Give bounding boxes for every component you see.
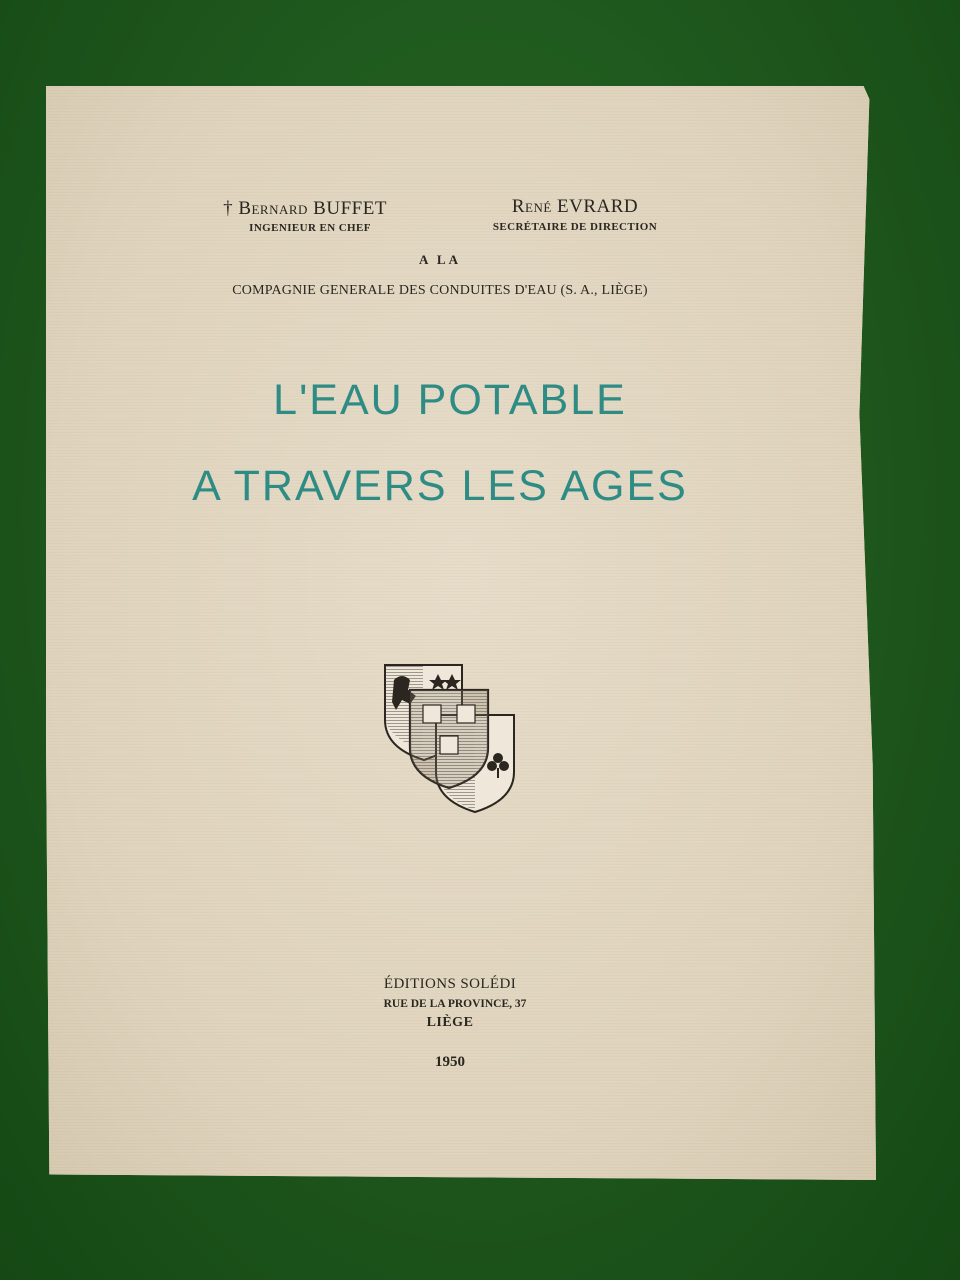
author-2-name: René EVRARD xyxy=(511,196,639,217)
publisher-address: RUE DE LA PROVINCE, 37 xyxy=(383,998,527,1010)
affiliation: COMPAGNIE GENERALE DES CONDUITES D'EAU (S. A., LIÈGE) xyxy=(232,283,648,298)
author-2-role: SECRÉTAIRE DE DIRECTION xyxy=(492,221,658,233)
publisher-city: LIÈGE xyxy=(426,1015,474,1030)
title-line-1: L'EAU POTABLE xyxy=(273,376,627,424)
publication-year: 1950 xyxy=(435,1054,465,1070)
affiliation-prefix: A LA xyxy=(419,252,461,267)
title-line-2: A TRAVERS LES AGES xyxy=(192,462,688,510)
author-1-role: INGENIEUR EN CHEF xyxy=(249,222,371,234)
shield-center-icon xyxy=(410,690,488,788)
author-1-name: † Bernard BUFFET xyxy=(223,198,387,219)
coat-of-arms-emblem xyxy=(380,660,520,820)
publisher-name: ÉDITIONS SOLÉDI xyxy=(383,976,517,992)
